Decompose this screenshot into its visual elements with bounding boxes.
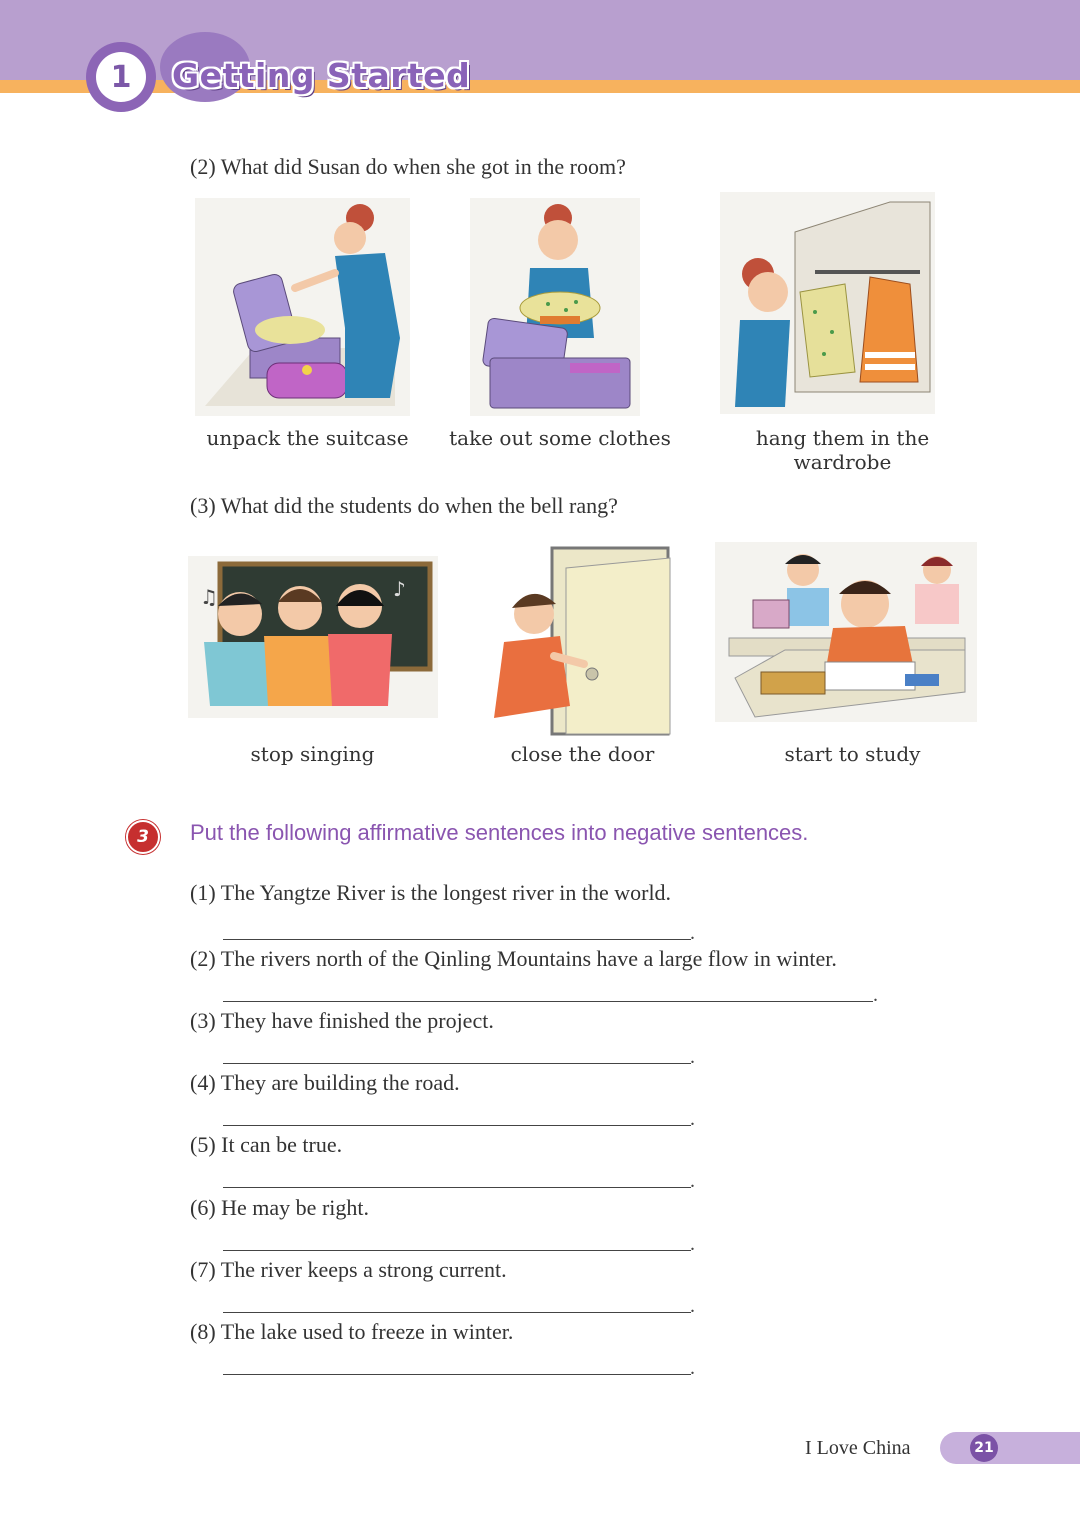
sentence-6: (6) He may be right. [190, 1195, 369, 1220]
svg-text:♪: ♪ [393, 577, 406, 601]
question-2: (2) What did Susan do when she got in the room? [190, 154, 626, 179]
question-3: (3) What did the students do when the bell rang? [190, 493, 618, 518]
close-door-picture [474, 546, 674, 736]
exercise-instruction: Put the following affirmative sentences into negative sentences. [190, 820, 809, 845]
book-title: I Love China [805, 1437, 911, 1459]
answer-blank-2[interactable] [223, 1000, 873, 1002]
sentence-8: (8) The lake used to freeze in winter. [190, 1319, 514, 1344]
answer-blank-6[interactable] [223, 1249, 691, 1251]
sentence-1: (1) The Yangtze River is the longest river in the world. [190, 880, 672, 905]
exercise-number-badge: 3 [126, 820, 160, 854]
header-stripe [0, 80, 1080, 93]
blank-period-8: . [690, 1357, 695, 1379]
hang-wardrobe-picture [720, 192, 935, 414]
caption-stop-singing: stop singing [250, 742, 375, 766]
svg-text:♫: ♫ [200, 585, 218, 609]
stop-singing-picture [188, 556, 438, 718]
unit-number: 1 [96, 52, 146, 102]
sentence-4: (4) They are building the road. [190, 1070, 460, 1095]
caption-hang-wardrobe: hang them in the wardrobe [755, 426, 930, 474]
sentence-5: (5) It can be true. [190, 1132, 343, 1157]
blank-period-7: . [690, 1295, 695, 1317]
caption-close-door: close the door [510, 742, 655, 766]
sentence-3: (3) They have finished the project. [190, 1008, 494, 1033]
start-study-picture [715, 542, 977, 722]
answer-blank-1[interactable] [223, 938, 691, 940]
answer-blank-5[interactable] [223, 1186, 691, 1188]
caption-unpack-suitcase: unpack the suitcase [206, 426, 409, 450]
answer-blank-8[interactable] [223, 1373, 691, 1375]
blank-period-4: . [690, 1108, 695, 1130]
answer-blank-3[interactable] [223, 1062, 691, 1064]
caption-start-study: start to study [784, 742, 921, 766]
blank-period-2: . [873, 984, 878, 1006]
blank-period-3: . [690, 1046, 695, 1068]
answer-blank-4[interactable] [223, 1124, 691, 1126]
blank-period-5: . [690, 1170, 695, 1192]
unit-number-badge [86, 42, 156, 112]
unit-title: Getting Started [172, 56, 471, 95]
unpack-suitcase-picture [195, 198, 410, 416]
caption-take-out-clothes: take out some clothes [449, 426, 671, 450]
page-number-tab [940, 1432, 1080, 1464]
page-number: 21 [970, 1434, 998, 1462]
blank-period-6: . [690, 1233, 695, 1255]
answer-blank-7[interactable] [223, 1311, 691, 1313]
blank-period-1: . [690, 922, 695, 944]
take-out-clothes-picture [470, 198, 640, 416]
sentence-7: (7) The river keeps a strong current. [190, 1257, 507, 1282]
sentence-2: (2) The rivers north of the Qinling Mountains have a large flow in winter. [190, 946, 837, 971]
